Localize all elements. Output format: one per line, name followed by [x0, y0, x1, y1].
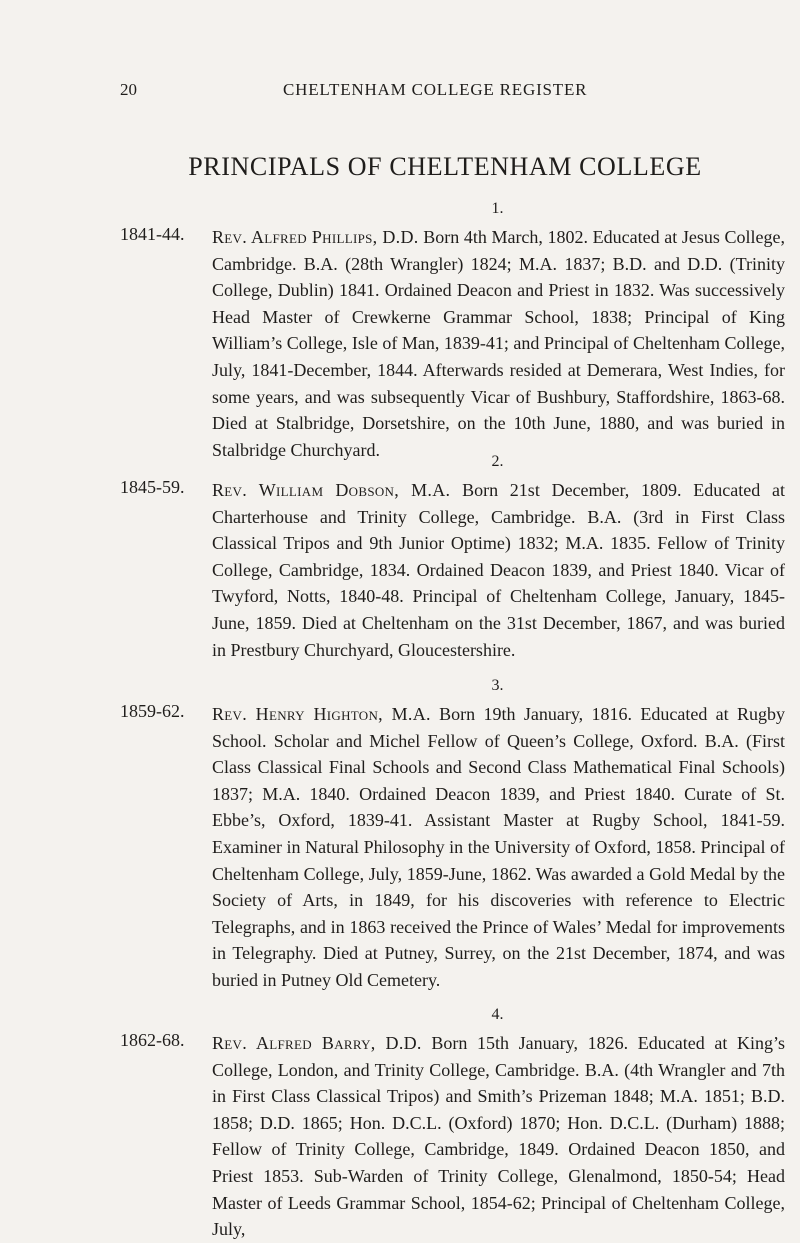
entry-years: 1841-44. [120, 224, 185, 244]
running-title: CHELTENHAM COLLEGE REGISTER [283, 80, 588, 99]
page-title: PRINCIPALS OF CHELTENHAM COLLEGE [188, 152, 702, 181]
entry-name: Rev. Alfred Barry, D.D. [212, 1033, 422, 1053]
entry-number: 1. [491, 200, 504, 217]
page-number: 20 [120, 80, 137, 99]
entry-text [212, 701, 785, 994]
principal-entry [120, 200, 785, 463]
entry-number: 4. [491, 1006, 504, 1023]
entry-description: Born 15th January, 1826. Educated at King’s College, London, and Trinity College, Cambridge. B.A. (4th Wrangler and 7th in First Class Classical Tripos) and Smith’s Prizeman 1848; M.A. 1851; B.D. 1858; D.D. 1865; Hon. D.C.L. (Oxford) 1870; Hon. D.C.L. (Durham) 1888; Fellow of Trinity College, Cambridge, 1849. Ordained Deacon 1850, and Priest 1853. Sub-Warden of Trinity College, Glenalmond, 1850-54; Head Master of Leeds Grammar School, 1854-62; Principal of Cheltenham College, July, [212, 1033, 785, 1240]
entry-description: Born 4th March, 1802. Educated at Jesus College, Cambridge. B.A. (28th Wrangler) 1824; M.A. 1837; B.D. and D.D. (Trinity College, Dublin) 1841. Ordained Deacon and Priest in 1832. Was successively Head Master of Crewkerne Grammar School, 1838; Principal of King William’s College, Isle of Man, 1839-41; and Principal of Cheltenham College, July, 1841-December, 1844. Afterwards resided at Demerara, West Indies, for some years, and was subsequently Vicar of Bushbury, Staffordshire, 1863-68. Died at Stalbridge, Dorsetshire, on the 10th June, 1880, and was buried in Stalbridge Churchyard. [212, 227, 785, 460]
entry-years: 1859-62. [120, 701, 185, 721]
principal-entry [120, 1006, 785, 1243]
running-head [120, 80, 800, 104]
entry-description: Born 19th January, 1816. Educated at Rugby School. Scholar and Michel Fellow of Queen’s College, Oxford. B.A. (First Class Classical Final Schools and Second Class Mathematical Final Schools) 1837; M.A. 1840. Ordained Deacon 1839, and Priest 1840. Curate of St. Ebbe’s, Oxford, 1839-41. Assistant Master at Rugby School, 1841-59. Examiner in Natural Philosophy in the University of Oxford, 1858. Principal of Cheltenham College, July, 1859-June, 1862. Was awarded a Gold Medal by the Society of Arts, in 1849, for his discoveries with reference to Electric Telegraphs, and in 1863 received the Prince of Wales’ Medal for improvements in Telegraphy. Died at Putney, Surrey, on the 21st December, 1874, and was buried in Putney Old Cemetery. [212, 704, 785, 990]
principal-entry [120, 453, 785, 663]
entry-text [212, 1030, 785, 1243]
entry-number: 3. [491, 677, 504, 694]
entry-years: 1845-59. [120, 477, 185, 497]
entry-name: Rev. Alfred Phillips, D.D. [212, 227, 419, 247]
entry-name: Rev. Henry Highton, M.A. [212, 704, 431, 724]
entry-name: Rev. William Dobson, M.A. [212, 480, 451, 500]
entry-years: 1862-68. [120, 1030, 185, 1050]
principal-entry [120, 677, 785, 994]
entry-text [212, 477, 785, 663]
entry-text [212, 224, 785, 463]
entry-description: Born 21st December, 1809. Educated at Charterhouse and Trinity College, Cambridge. B.A. (3rd in First Class Classical Tripos and 9th Junior Optime) 1832; M.A. 1835. Fellow of Trinity College, Cambridge, 1834. Ordained Deacon 1839, and Priest 1840. Vicar of Twyford, Notts, 1840-48. Principal of Cheltenham College, January, 1845-June, 1859. Died at Cheltenham on the 31st December, 1867, and was buried in Prestbury Churchyard, Gloucestershire. [212, 480, 785, 660]
entry-number: 2. [491, 453, 504, 470]
